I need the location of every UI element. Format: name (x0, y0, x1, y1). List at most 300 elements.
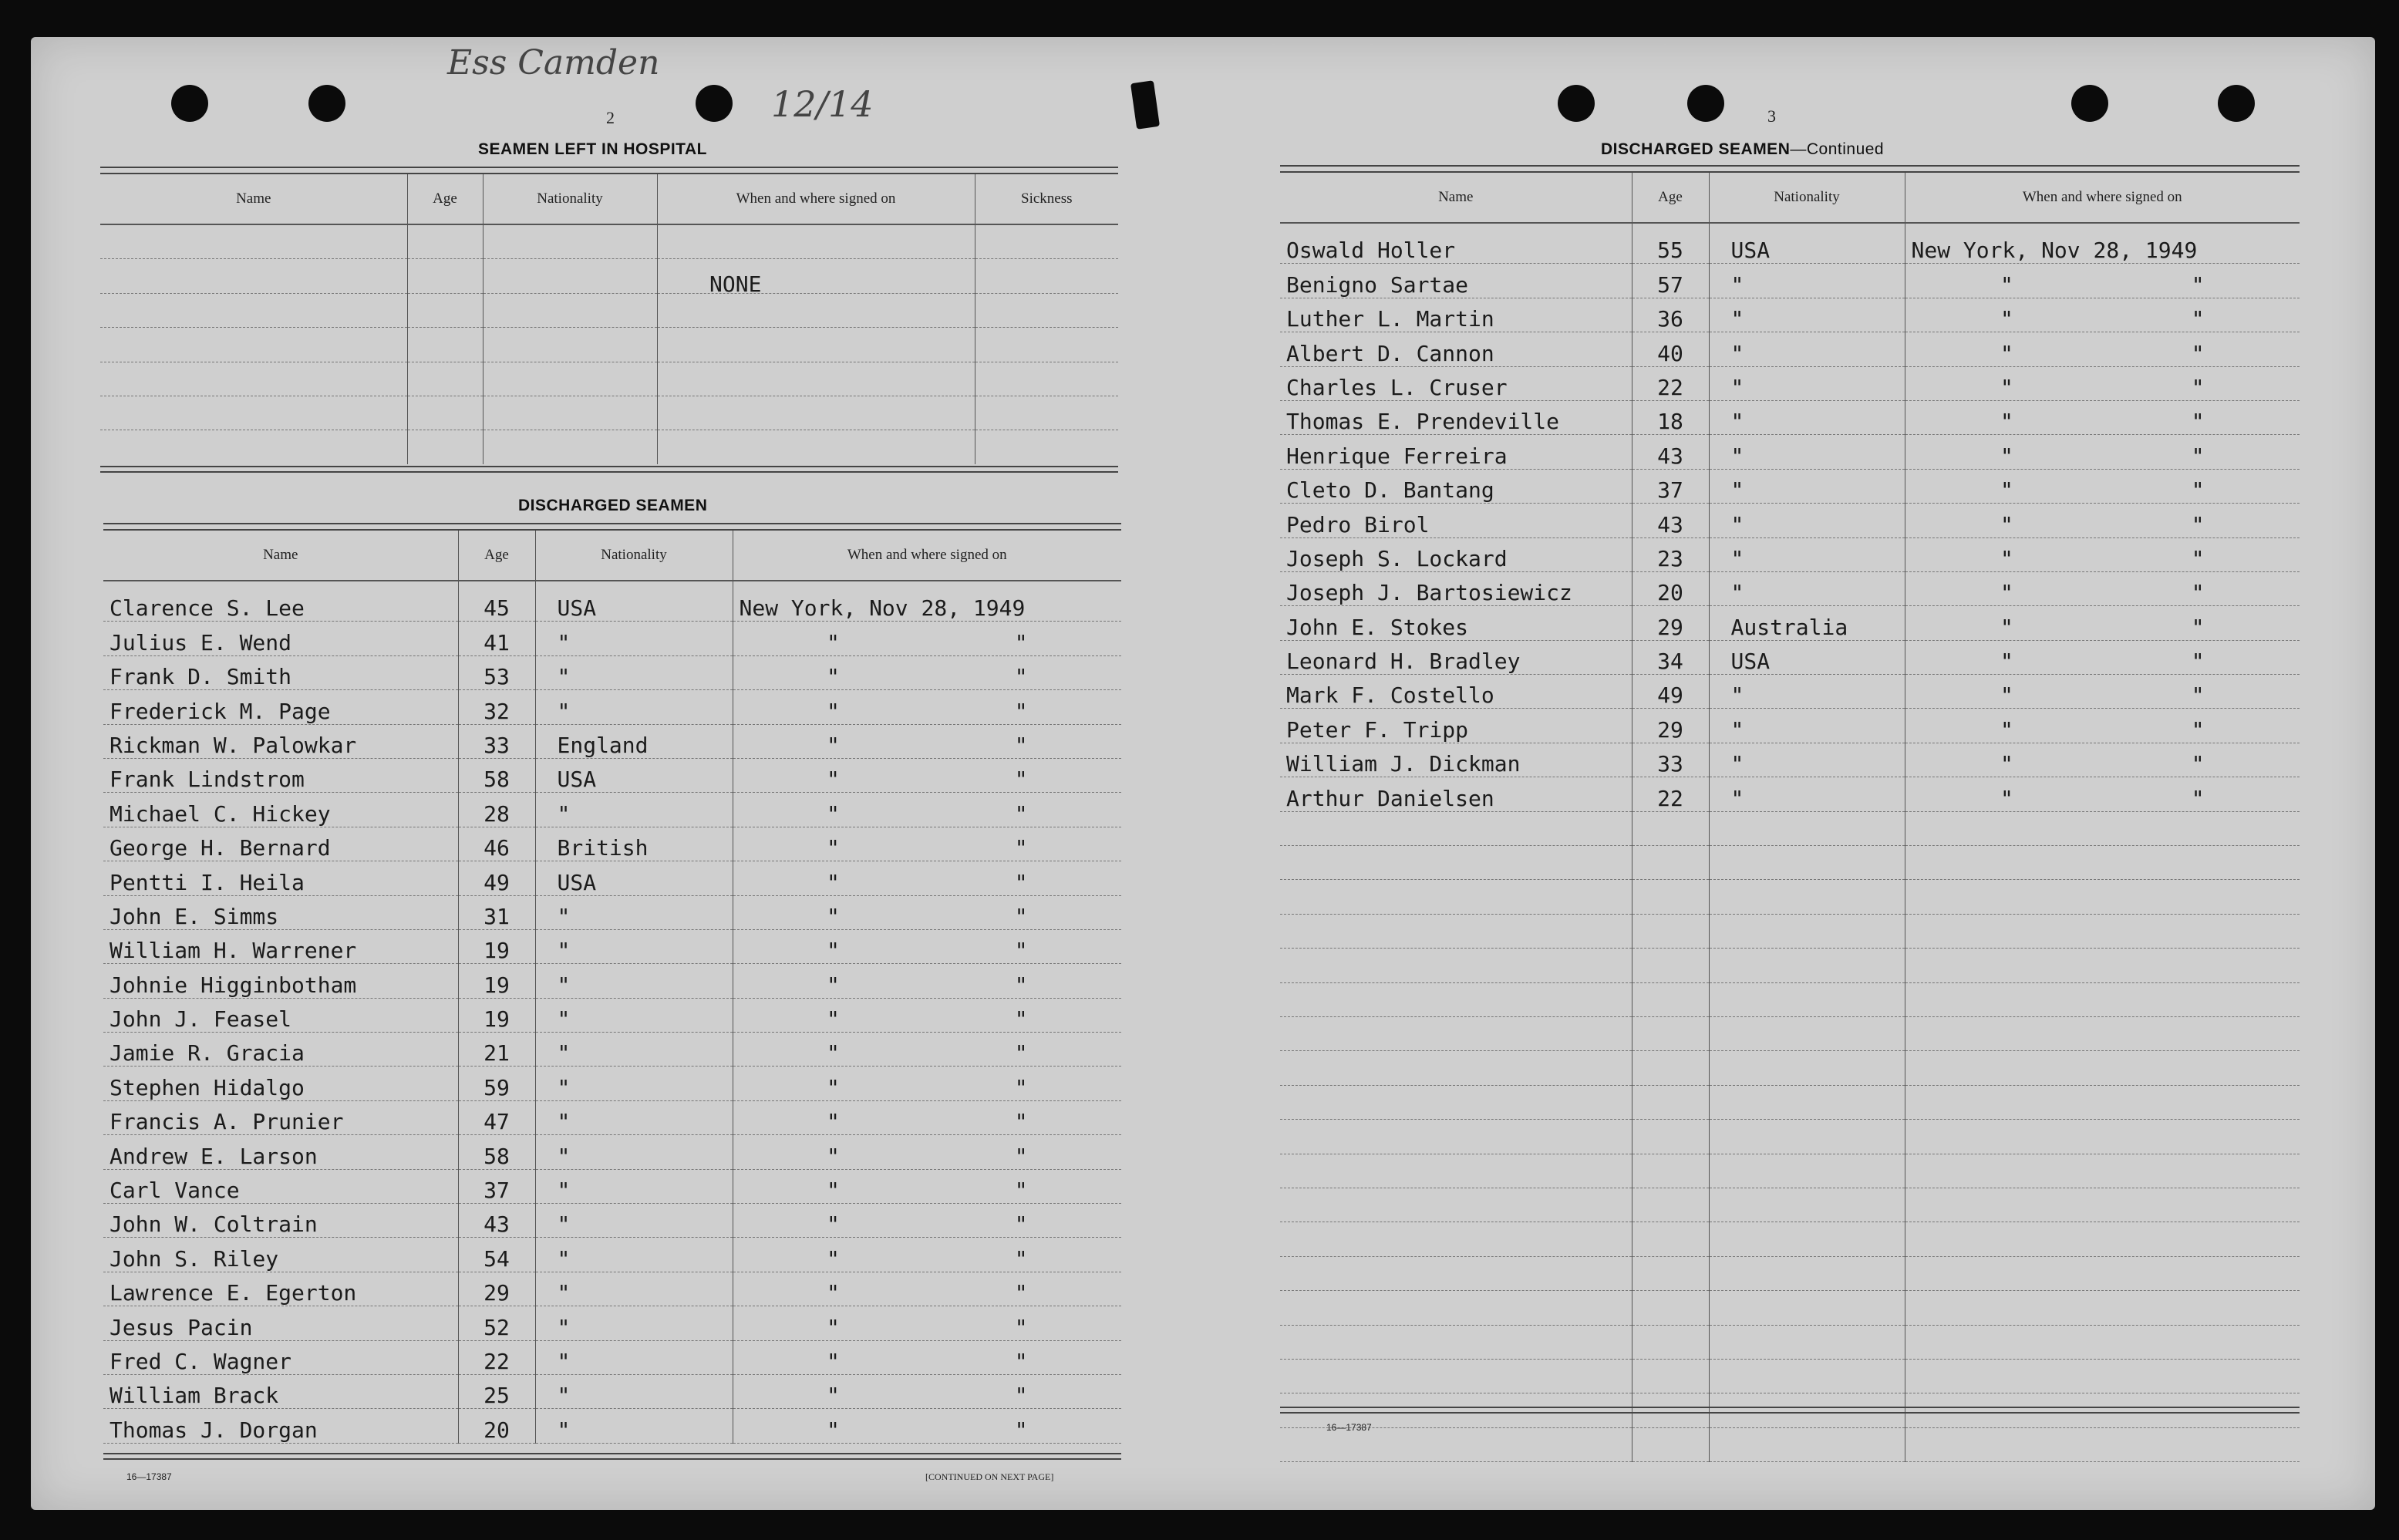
cell-age: 45 (458, 581, 535, 622)
cell-signed-on (733, 895, 1121, 929)
ditto-mark: " (1014, 1211, 1028, 1238)
cell-age: 29 (1632, 606, 1709, 640)
ditto-mark: " (826, 972, 840, 998)
cell-name: Joseph S. Lockard (1280, 537, 1632, 571)
ditto-mark: " (1014, 1143, 1028, 1169)
ditto-mark: " (2191, 716, 2205, 743)
empty-cell (1280, 1188, 1632, 1222)
cell-age: 19 (458, 929, 535, 963)
table-row (103, 622, 1121, 655)
table-row (1280, 298, 2300, 332)
table-row (103, 998, 1121, 1032)
hospital-heading: SEAMEN LEFT IN HOSPITAL (478, 140, 707, 158)
cell-name: John W. Coltrain (103, 1204, 458, 1238)
table-row (1280, 811, 2300, 845)
ditto-mark: " (2000, 785, 2013, 811)
table-row (1280, 332, 2300, 366)
ditto-marks (740, 1315, 1116, 1340)
cell-nationality: " (535, 793, 733, 827)
ditto-mark: " (1014, 1040, 1028, 1067)
cell-name: Francis A. Prunier (103, 1100, 458, 1134)
hospital-none: NONE (709, 271, 762, 297)
cell-age: 29 (458, 1272, 535, 1306)
cell-nationality: " (1709, 504, 1905, 537)
ditto-mark: " (2000, 340, 2013, 366)
cell-age: 25 (458, 1374, 535, 1408)
table-row (1280, 504, 2300, 537)
table-row (1280, 1188, 2300, 1222)
ditto-mark: " (2191, 614, 2205, 640)
ditto-marks (740, 1006, 1116, 1032)
cell-signed-on (733, 758, 1121, 792)
cell-signed-on (733, 1306, 1121, 1340)
discharged-continued-heading (1601, 140, 1884, 159)
cell-nationality: " (535, 1100, 733, 1134)
cell-nationality: " (1709, 435, 1905, 469)
empty-cell (1632, 1120, 1709, 1154)
empty-cell (1280, 880, 1632, 914)
ditto-mark: " (2000, 477, 2013, 504)
ditto-mark: " (826, 629, 840, 655)
ditto-marks (1912, 477, 2294, 503)
empty-cell (1709, 1325, 1905, 1359)
ditto-marks (740, 972, 1116, 998)
ditto-mark: " (826, 732, 840, 758)
ditto-mark: " (826, 767, 840, 793)
table-row (103, 964, 1121, 998)
cell-age: 46 (458, 827, 535, 861)
cell-signed-on (733, 861, 1121, 895)
empty-cell (1905, 1222, 2300, 1256)
cell-name: Joseph J. Bartosiewicz (1280, 571, 1632, 605)
page-number: 2 (606, 108, 615, 127)
empty-cell (1709, 1291, 1905, 1325)
ditto-mark: " (826, 1211, 840, 1238)
ditto-mark: " (2000, 580, 2013, 606)
empty-cell (1905, 1154, 2300, 1188)
table-row (1280, 606, 2300, 640)
ditto-marks (740, 801, 1116, 827)
cell-age: 43 (1632, 435, 1709, 469)
ditto-mark: " (826, 1280, 840, 1306)
cell-name: Andrew E. Larson (103, 1135, 458, 1169)
cell-nationality: " (535, 998, 733, 1032)
cell-signed-on (1905, 366, 2300, 400)
cell-signed-on (733, 724, 1121, 758)
empty-cell (1709, 1256, 1905, 1290)
table-row (103, 861, 1121, 895)
table-row (1280, 982, 2300, 1016)
cell-nationality: " (535, 1272, 733, 1306)
ditto-mark: " (826, 1314, 840, 1340)
cell-age: 36 (1632, 298, 1709, 332)
ditto-mark: " (1014, 767, 1028, 793)
empty-cell (1632, 1427, 1709, 1461)
col-header-signed-on: When and where signed on (733, 531, 1121, 581)
cell-nationality: " (535, 1340, 733, 1374)
cell-name: Pedro Birol (1280, 504, 1632, 537)
ditto-mark: " (2000, 716, 2013, 743)
cell-name: Arthur Danielsen (1280, 777, 1632, 811)
ditto-mark: " (1014, 869, 1028, 895)
cell-name: Lawrence E. Egerton (103, 1272, 458, 1306)
ditto-mark: " (1014, 835, 1028, 861)
heading-main: DISCHARGED SEAMEN (1601, 140, 1791, 158)
table-row (103, 1272, 1121, 1306)
ditto-marks (740, 904, 1116, 929)
ditto-mark: " (2191, 649, 2205, 675)
cell-age: 41 (458, 622, 535, 655)
ditto-marks (740, 1280, 1116, 1306)
punch-hole-icon (308, 85, 345, 122)
ditto-mark: " (2191, 785, 2205, 811)
empty-cell (1280, 1085, 1632, 1119)
discharged-continued-table (1280, 173, 2300, 1462)
cell-nationality: USA (535, 581, 733, 622)
ditto-mark: " (2191, 511, 2205, 537)
ditto-marks (740, 938, 1116, 963)
ditto-marks (740, 1040, 1116, 1066)
cell-signed-on (1905, 264, 2300, 298)
ditto-mark: " (826, 1348, 840, 1374)
empty-cell (1709, 1427, 1905, 1461)
empty-cell (1709, 1188, 1905, 1222)
cell-nationality: " (1709, 332, 1905, 366)
empty-cell (1632, 1085, 1709, 1119)
ditto-mark: " (826, 1383, 840, 1409)
document-spread (31, 37, 2375, 1510)
cell-name: William H. Warrener (103, 929, 458, 963)
ditto-mark: " (2000, 409, 2013, 435)
handwritten-date: 12/14 (771, 83, 874, 125)
empty-cell (1280, 1120, 1632, 1154)
ditto-mark: " (2191, 340, 2205, 366)
ditto-marks (740, 1417, 1116, 1443)
empty-cell (1280, 1291, 1632, 1325)
ditto-mark: " (1014, 1383, 1028, 1409)
cell-age: 28 (458, 793, 535, 827)
cell-nationality: " (1709, 298, 1905, 332)
ditto-mark: " (1014, 1178, 1028, 1204)
table-row (1280, 880, 2300, 914)
ditto-mark: " (826, 1006, 840, 1033)
cell-age: 18 (1632, 400, 1709, 434)
continued-note: [CONTINUED ON NEXT PAGE] (925, 1471, 1054, 1482)
ditto-mark: " (2191, 477, 2205, 504)
table-row (103, 655, 1121, 689)
cell-signed-on (733, 793, 1121, 827)
ditto-marks (1912, 546, 2294, 571)
discharged-table (103, 531, 1121, 1444)
cell-age: 19 (458, 998, 535, 1032)
ditto-mark: " (1014, 938, 1028, 964)
rule (1280, 1407, 2300, 1414)
cell-age: 31 (458, 895, 535, 929)
ditto-marks (740, 1383, 1116, 1408)
table-row (1280, 914, 2300, 948)
table-row (103, 1067, 1121, 1100)
cell-signed-on (1905, 400, 2300, 434)
ditto-mark: " (2000, 271, 2013, 298)
cell-age: 59 (458, 1067, 535, 1100)
col-header-nationality: Nationality (535, 531, 733, 581)
ditto-mark: " (1014, 698, 1028, 724)
empty-cell (1905, 1291, 2300, 1325)
empty-cell (1632, 1222, 1709, 1256)
empty-cell (1632, 811, 1709, 845)
cell-name: Cleto D. Bantang (1280, 469, 1632, 503)
form-number: 16—17387 (126, 1471, 172, 1482)
cell-nationality: " (1709, 469, 1905, 503)
cell-signed-on (733, 1033, 1121, 1067)
empty-cell (1280, 1154, 1632, 1188)
empty-cell (1632, 914, 1709, 948)
empty-cell (1280, 1051, 1632, 1085)
ditto-mark: " (2191, 580, 2205, 606)
cell-name: Carl Vance (103, 1169, 458, 1203)
cell-nationality: " (535, 1135, 733, 1169)
cell-nationality: England (535, 724, 733, 758)
empty-cell (1905, 846, 2300, 880)
empty-cell (1905, 1256, 2300, 1290)
cell-nationality: " (1709, 675, 1905, 709)
cell-nationality: " (535, 1374, 733, 1408)
cell-signed-on (733, 655, 1121, 689)
cell-age: 47 (458, 1100, 535, 1134)
paper-tear-icon (1130, 80, 1160, 130)
cell-age: 58 (458, 1135, 535, 1169)
ditto-mark: " (1014, 1348, 1028, 1374)
cell-signed-on (1905, 709, 2300, 743)
cell-nationality: " (535, 929, 733, 963)
table-row (1280, 949, 2300, 982)
table-row (1280, 1051, 2300, 1085)
cell-nationality: USA (535, 758, 733, 792)
ditto-marks (1912, 717, 2294, 743)
heading-sub: —Continued (1790, 140, 1885, 158)
empty-cell (1709, 811, 1905, 845)
table-row (1280, 1016, 2300, 1050)
empty-cell (1709, 846, 1905, 880)
table-row (1280, 846, 2300, 880)
table-row (103, 581, 1121, 622)
empty-cell (1709, 1154, 1905, 1188)
empty-cell (1280, 846, 1632, 880)
ditto-mark: " (1014, 1109, 1028, 1135)
ditto-marks (740, 664, 1116, 689)
cell-age: 23 (1632, 537, 1709, 571)
ditto-mark: " (826, 1178, 840, 1204)
cell-signed-on (1905, 469, 2300, 503)
cell-age: 20 (1632, 571, 1709, 605)
table-row (1280, 1359, 2300, 1393)
cell-nationality: " (535, 964, 733, 998)
empty-cell (1709, 1120, 1905, 1154)
empty-cell (1709, 1222, 1905, 1256)
rule (100, 167, 1118, 174)
table-row (103, 1204, 1121, 1238)
ditto-marks (1912, 375, 2294, 400)
ditto-mark: " (2000, 443, 2013, 469)
col-header-nationality: Nationality (483, 174, 657, 224)
cell-nationality: " (535, 1204, 733, 1238)
cell-signed-on (1905, 675, 2300, 709)
cell-name: Fred C. Wagner (103, 1340, 458, 1374)
cell-signed-on (733, 1169, 1121, 1203)
table-row (1280, 743, 2300, 777)
cell-signed-on (1905, 435, 2300, 469)
empty-cell (1709, 949, 1905, 982)
ditto-mark: " (2191, 271, 2205, 298)
ditto-mark: " (1014, 1245, 1028, 1272)
cell-nationality: " (1709, 743, 1905, 777)
cell-name: Oswald Holler (1280, 223, 1632, 264)
col-header-name: Name (100, 174, 407, 224)
cell-age: 34 (1632, 640, 1709, 674)
ditto-mark: " (2191, 306, 2205, 332)
ditto-mark: " (1014, 1417, 1028, 1443)
cell-name: John E. Simms (103, 895, 458, 929)
ditto-marks (1912, 580, 2294, 605)
cell-age: 21 (458, 1033, 535, 1067)
col-header-nationality: Nationality (1709, 173, 1905, 223)
punch-hole-icon (696, 85, 733, 122)
cell-signed-on (1905, 537, 2300, 571)
cell-name: Benigno Sartae (1280, 264, 1632, 298)
empty-cell (1709, 1016, 1905, 1050)
empty-cell (1709, 914, 1905, 948)
empty-cell (1709, 1085, 1905, 1119)
cell-nationality: " (1709, 366, 1905, 400)
ditto-mark: " (826, 1143, 840, 1169)
cell-name: William Brack (103, 1374, 458, 1408)
cell-name: Julius E. Wend (103, 622, 458, 655)
ditto-mark: " (826, 835, 840, 861)
table-row (1280, 1291, 2300, 1325)
table-row (1280, 1154, 2300, 1188)
cell-signed-on (1905, 743, 2300, 777)
empty-cell (1905, 1085, 2300, 1119)
empty-cell (1709, 880, 1905, 914)
form-number: 16—17387 (1326, 1422, 1372, 1433)
cell-name: Mark F. Costello (1280, 675, 1632, 709)
empty-cell (1280, 914, 1632, 948)
empty-cell (1632, 1256, 1709, 1290)
empty-cell (1632, 1154, 1709, 1188)
ditto-mark: " (2191, 682, 2205, 709)
empty-cell (1632, 1188, 1709, 1222)
cell-name: Charles L. Cruser (1280, 366, 1632, 400)
punch-hole-icon (171, 85, 208, 122)
cell-signed-on (733, 827, 1121, 861)
empty-cell (1632, 949, 1709, 982)
table-row (103, 827, 1121, 861)
ditto-mark: " (2000, 649, 2013, 675)
cell-signed-on (733, 622, 1121, 655)
cell-signed-on (733, 1067, 1121, 1100)
cell-signed-on (733, 1340, 1121, 1374)
ditto-mark: " (2000, 682, 2013, 709)
cell-name: Frank Lindstrom (103, 758, 458, 792)
cell-signed-on (1905, 606, 2300, 640)
punch-hole-icon (1558, 85, 1595, 122)
cell-signed-on: New York, Nov 28, 1949 (1905, 223, 2300, 264)
table-row (1280, 1120, 2300, 1154)
rule (1280, 165, 2300, 173)
cell-name: John J. Feasel (103, 998, 458, 1032)
cell-name: John S. Riley (103, 1238, 458, 1272)
empty-cell (1905, 880, 2300, 914)
cell-age: 32 (458, 690, 535, 724)
ditto-marks (740, 1109, 1116, 1134)
cell-age: 57 (1632, 264, 1709, 298)
cell-signed-on (733, 1238, 1121, 1272)
cell-signed-on (1905, 332, 2300, 366)
ditto-mark: " (826, 1417, 840, 1443)
ditto-mark: " (2191, 545, 2205, 571)
ditto-mark: " (1014, 1280, 1028, 1306)
table-row (103, 1374, 1121, 1408)
ditto-marks (740, 870, 1116, 895)
cell-nationality: " (535, 1238, 733, 1272)
cell-age: 19 (458, 964, 535, 998)
cell-name: Henrique Ferreira (1280, 435, 1632, 469)
ditto-mark: " (826, 869, 840, 895)
empty-cell (1905, 1359, 2300, 1393)
empty-cell (1280, 1016, 1632, 1050)
table-row (1280, 264, 2300, 298)
table-row (1280, 640, 2300, 674)
empty-cell (1280, 1222, 1632, 1256)
table-row (103, 895, 1121, 929)
empty-cell (1905, 982, 2300, 1016)
empty-cell (1905, 1016, 2300, 1050)
ditto-marks (1912, 682, 2294, 708)
empty-cell (1709, 1359, 1905, 1393)
ditto-marks (740, 630, 1116, 655)
ditto-mark: " (1014, 732, 1028, 758)
cell-age: 40 (1632, 332, 1709, 366)
ditto-marks (740, 733, 1116, 758)
ditto-mark: " (2000, 511, 2013, 537)
empty-cell (1632, 846, 1709, 880)
table-row (1280, 1427, 2300, 1461)
cell-age: 22 (458, 1340, 535, 1374)
ditto-marks (740, 1211, 1116, 1237)
cell-signed-on (733, 1135, 1121, 1169)
cell-signed-on (733, 929, 1121, 963)
table-row (103, 1306, 1121, 1340)
table-row (1280, 400, 2300, 434)
empty-cell (1632, 1325, 1709, 1359)
cell-name: Thomas E. Prendeville (1280, 400, 1632, 434)
empty-cell (1280, 811, 1632, 845)
table-row (1280, 1222, 2300, 1256)
cell-age: 22 (1632, 366, 1709, 400)
cell-name: Thomas J. Dorgan (103, 1409, 458, 1443)
cell-nationality: " (535, 1033, 733, 1067)
ditto-marks (1912, 443, 2294, 469)
ditto-marks (740, 1178, 1116, 1203)
ditto-mark: " (2000, 374, 2013, 400)
cell-name: Stephen Hidalgo (103, 1067, 458, 1100)
cell-nationality: Australia (1709, 606, 1905, 640)
ditto-mark: " (1014, 664, 1028, 690)
table-row (1280, 435, 2300, 469)
table-row (103, 1169, 1121, 1203)
table-row (103, 1340, 1121, 1374)
table-row (103, 1135, 1121, 1169)
